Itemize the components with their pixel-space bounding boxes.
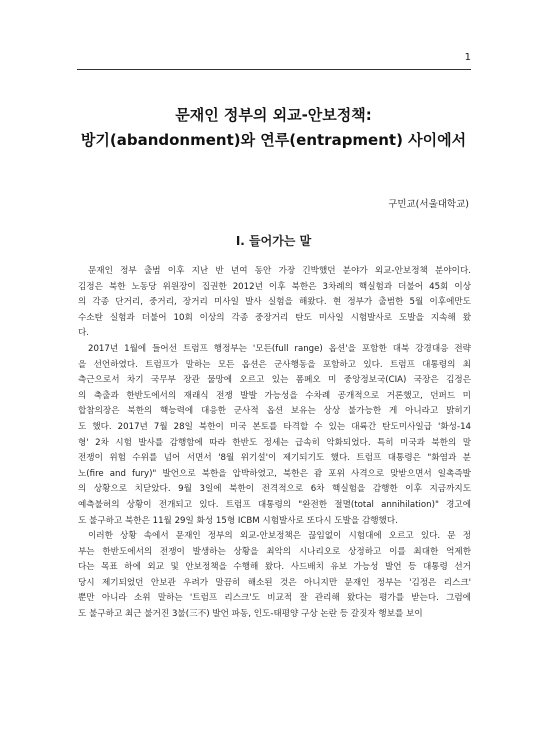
paragraph-line: 을 선언하였다. 트럼프가 말하는 모든 옵션은 군사행동을 포함하고 있다. 트럼프 대통령의 최 (78, 359, 471, 370)
paragraph-line: 도 불구하고 북한은 11월 29일 화성 15형 ICBM 시험발사로 또다시 도발을 감행했다. (78, 515, 398, 526)
paragraph-line: 의 상황으로 치닫았다. 9월 3일에 북한이 전격적으로 6차 핵실험을 감행한 이후 지금까지도 (78, 484, 471, 495)
paragraph-line: 당시 제기되었던 안보관 우려가 말끔히 해소된 것은 아니지만 문재인 정부는 '김정은 리스크' (78, 577, 471, 588)
header-rule (77, 69, 471, 70)
paragraph-line: 이러한 상황 속에서 문재인 정부의 외교-안보정책은 끊임없이 시험대에 오르고 있다. 문 정 (88, 531, 471, 542)
paragraph-line: 수소탄 실험과 더불어 10회 이상의 각종 중장거리 탄도 미사일 시험발사로 도발을 지속해 왔 (78, 312, 471, 323)
paragraph-line: 형' 2차 시험 발사를 감행함에 따라 한반도 정세는 급속히 악화되었다. 특히 미국과 북한의 말 (78, 437, 471, 448)
paragraph-line: 예측불허의 상황이 전개되고 있다. 트럼프 대통령의 "완전한 절멸(total annihilation)" 경고에 (78, 499, 471, 510)
body-text (78, 264, 471, 623)
paragraph-line: 도 불구하고 최근 불거진 3불(三不) 발언 파동, 인도-태평양 구상 논란 등 갈짓자 행보를 보이 (78, 609, 423, 620)
paragraph-line: 의 각종 단거리, 중거리, 장거리 미사일 발사 실험을 해왔다. 현 정부가 출범한 5월 이후에만도 (78, 297, 471, 308)
paragraph-line: 김정은 북한 노동당 위원장이 집권한 2012년 이후 북한은 3차례의 핵실험과 더불어 45회 이상 (78, 281, 471, 292)
paragraph-line: 뿐만 아니라 소위 말하는 '트럼프 리스크'도 비교적 잘 관리해 왔다는 평가를 받는다. 그럼에 (78, 593, 471, 604)
title-line-1: 문재인 정부의 외교-안보정책: (175, 106, 372, 124)
paragraph-line: 도 했다. 2017년 7월 28일 북한이 미국 본토를 타격할 수 있는 대륙간 탄도미사일급 '화성-14 (78, 421, 471, 432)
paragraph-line: 측근으로서 차기 국무부 장관 물망에 오르고 있는 폼페오 미 중앙정보국(CIA) 국장은 김정은 (78, 375, 471, 386)
paragraph-line: 2017년 1월에 들어선 트럼프 행정부는 '모든(full range) 옵션'을 포함한 대북 강경대응 전략 (88, 343, 471, 354)
paragraph-line: 부는 한반도에서의 전쟁이 발생하는 상황을 최악의 시나리오로 상정하고 이를 최대한 억제한 (78, 546, 471, 557)
page-number: 1 (464, 52, 471, 63)
section-heading: I. 들어가는 말 (235, 234, 312, 248)
paragraph-line: 전쟁이 위험 수위를 넘어 서면서 '8월 위기설'이 제기되기도 했다. 트럼프 대통령은 "화염과 분 (78, 453, 471, 464)
paragraph-line: 합참의장은 북한의 핵능력에 대응한 군사적 옵션 보유는 상상 불가능한 게 아니라고 밝히기 (78, 406, 471, 417)
paragraph-line: 다는 목표 하에 외교 및 안보정책을 수행해 왔다. 사드배치 유보 가능성 발언 등 대통령 선거 (78, 562, 471, 573)
document-title (0, 103, 547, 153)
paragraph-line: 다. (78, 328, 90, 339)
paragraph-line: 문재인 정부 출범 이후 지난 반 년여 동안 가장 긴박했던 분야가 외교-안보정책 분야이다. (88, 266, 471, 276)
author-affiliation: 구민교(서울대학교) (388, 199, 469, 210)
paragraph-line: 노(fire and fury)" 발언으로 북한을 압박하였고, 북한은 괌 포위 사격으로 맞받으면서 일촉즉발 (78, 468, 471, 479)
paragraph-line: 의 축출과 한반도에서의 재래식 전쟁 발발 가능성을 수차례 공개적으로 거론했고, 던퍼드 미 (78, 390, 471, 401)
title-line-2: 방기(abandonment)와 연루(entrapment) 사이에서 (80, 131, 467, 149)
